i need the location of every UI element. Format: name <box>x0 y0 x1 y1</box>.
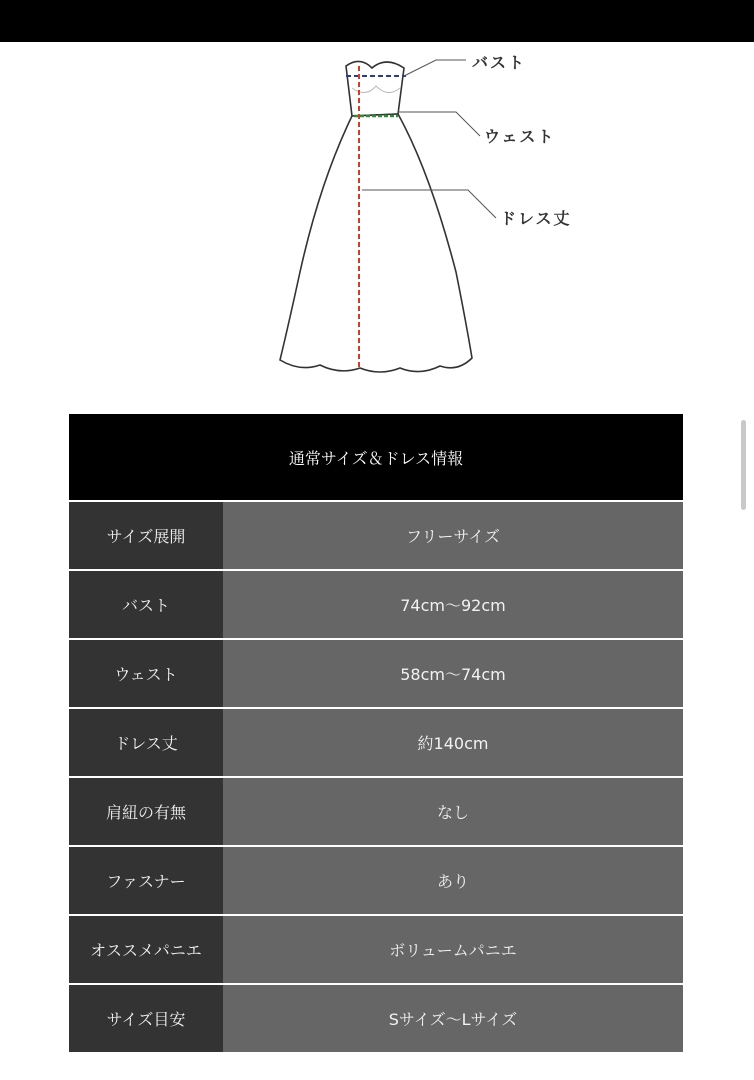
row-value: 74cm〜92cm <box>223 571 683 638</box>
size-info-table <box>69 414 683 1052</box>
table-row <box>69 985 683 1052</box>
waist-leader-line <box>398 112 480 136</box>
row-value: あり <box>223 847 683 914</box>
row-key: ドレス丈 <box>69 709 223 776</box>
dress-skirt <box>280 114 472 372</box>
table-row <box>69 571 683 638</box>
table-row <box>69 916 683 983</box>
row-key: サイズ目安 <box>69 985 223 1052</box>
row-value: Sサイズ〜Lサイズ <box>223 985 683 1052</box>
row-key: ファスナー <box>69 847 223 914</box>
dress-illustration <box>0 42 754 402</box>
row-key: サイズ展開 <box>69 502 223 569</box>
bust-label: バスト <box>472 53 527 72</box>
table-row <box>69 778 683 845</box>
top-bar <box>0 0 754 42</box>
table-row <box>69 847 683 914</box>
dress-bodice <box>346 61 404 116</box>
dress-measurement-diagram <box>0 42 754 402</box>
table-row <box>69 640 683 707</box>
scrollbar-thumb[interactable] <box>741 420 746 510</box>
length-label: ドレス丈 <box>500 209 572 228</box>
table-row <box>69 502 683 569</box>
row-value: 約140cm <box>223 709 683 776</box>
bust-leader-line <box>404 60 466 76</box>
row-key: 肩紐の有無 <box>69 778 223 845</box>
table-title: 通常サイズ＆ドレス情報 <box>69 414 683 500</box>
row-key: バスト <box>69 571 223 638</box>
row-value: ボリュームパニエ <box>223 916 683 983</box>
row-value: 58cm〜74cm <box>223 640 683 707</box>
waist-label: ウェスト <box>484 127 556 146</box>
row-value: フリーサイズ <box>223 502 683 569</box>
row-key: オススメパニエ <box>69 916 223 983</box>
table-row <box>69 709 683 776</box>
row-value: なし <box>223 778 683 845</box>
row-key: ウェスト <box>69 640 223 707</box>
